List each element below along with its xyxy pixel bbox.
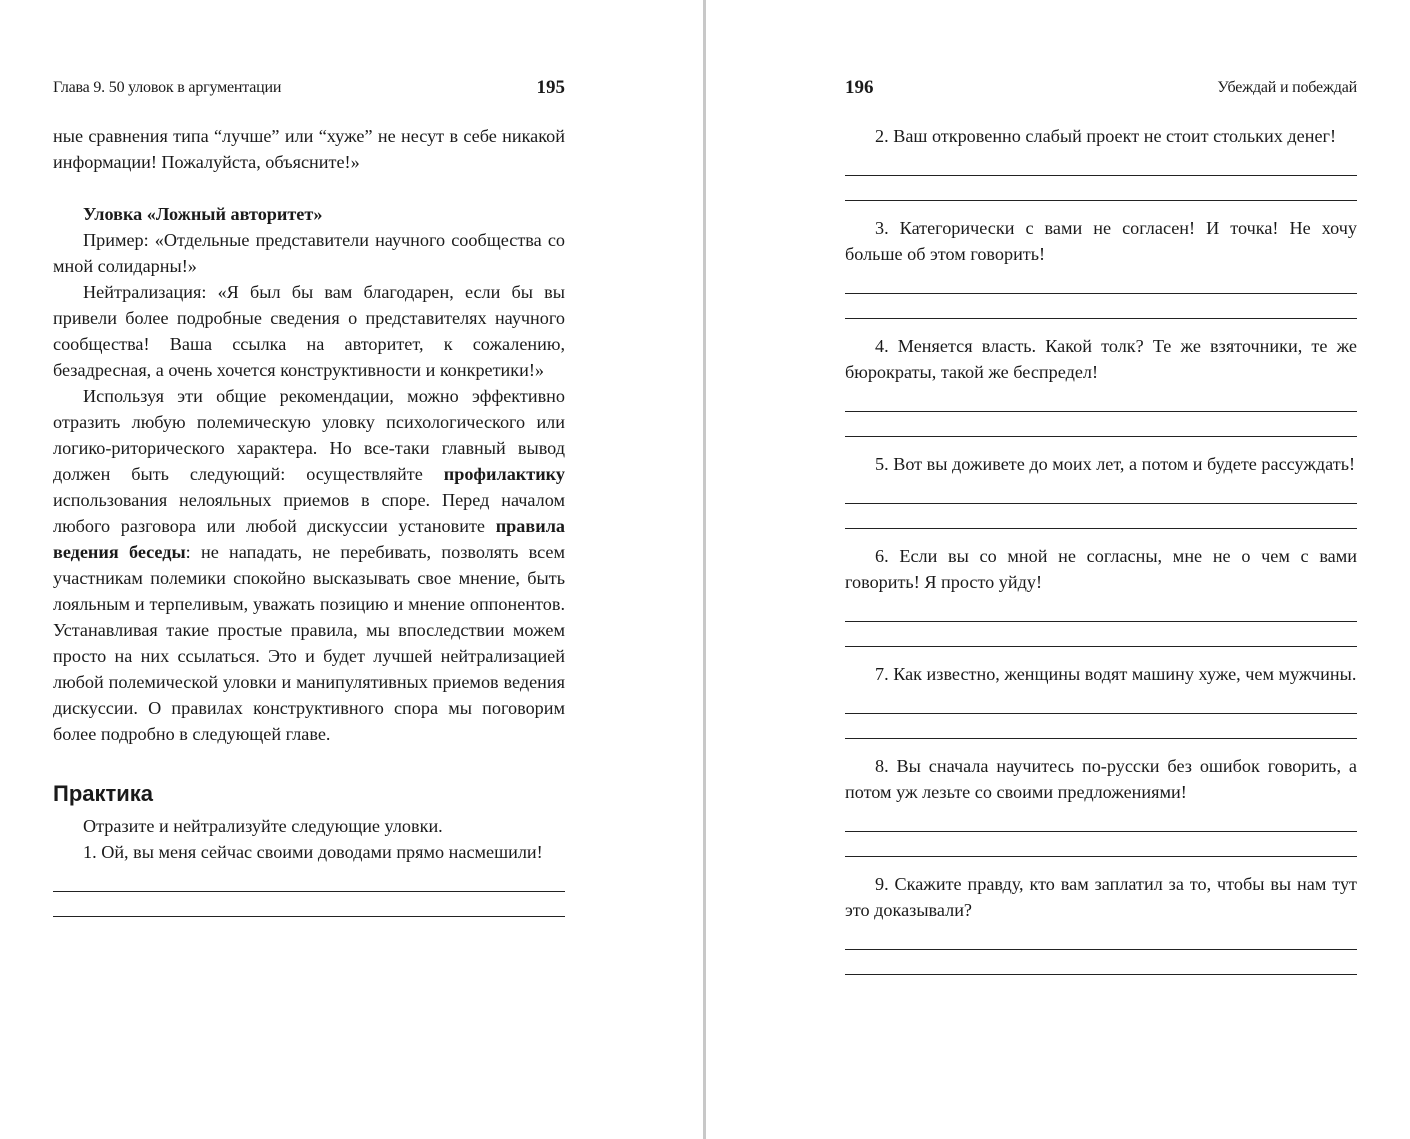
answer-line[interactable] — [845, 950, 1357, 975]
exercise-text: 8. Вы сначала научитесь по-русски без ошибок говорить, а потом уж лезьте со своими предложениями! — [845, 756, 1357, 802]
answer-line[interactable] — [845, 294, 1357, 319]
page-number: 196 — [845, 77, 874, 98]
answer-lines — [845, 387, 1357, 437]
answer-lines — [845, 479, 1357, 529]
exercise-text: 3. Категорически с вами не согласен! И точка! Не хочу больше об этом говорить! — [845, 218, 1357, 264]
exercise-text: 2. Ваш откровенно слабый проект не стоит стольких денег! — [875, 126, 1337, 146]
answer-line[interactable] — [53, 867, 565, 892]
exercise-item — [845, 753, 1357, 857]
answer-lines — [845, 807, 1357, 857]
exercise-item — [845, 661, 1357, 739]
page-number: 195 — [536, 77, 565, 98]
answer-line[interactable] — [845, 151, 1357, 176]
section-title: Практика — [53, 781, 154, 806]
answer-lines — [53, 867, 565, 917]
trick-heading: Уловка «Ложный авторитет» — [83, 204, 323, 224]
right-page — [706, 0, 1410, 1139]
answer-line[interactable] — [845, 176, 1357, 201]
conclusion-paragraph — [53, 383, 565, 747]
answer-line[interactable] — [845, 714, 1357, 739]
exercise-item — [53, 839, 565, 917]
text-span: использования нелояльных приемов в споре. Перед началом любого разговора или любой дискуссии установите — [53, 490, 565, 536]
answer-lines — [845, 597, 1357, 647]
exercise-item — [845, 543, 1357, 647]
example-paragraph: Пример: «Отдельные представители научного сообщества со мной солидарны!» — [53, 230, 565, 276]
exercise-text: 7. Как известно, женщины водят машину хуже, чем мужчины. — [875, 664, 1357, 684]
exercise-text: 1. Ой, вы меня сейчас своими доводами прямо насмешили! — [83, 842, 543, 862]
answer-line[interactable] — [845, 387, 1357, 412]
running-header — [53, 77, 565, 103]
exercise-item — [845, 123, 1357, 201]
left-page — [0, 0, 703, 1139]
answer-line[interactable] — [845, 925, 1357, 950]
bold-term: профилактику — [443, 464, 565, 484]
answer-line[interactable] — [845, 832, 1357, 857]
bold-term: правила ведения беседы — [53, 516, 565, 562]
exercise-item — [845, 871, 1357, 975]
answer-line[interactable] — [845, 807, 1357, 832]
text-span: : не нападать, не перебивать, позволять всем участникам полемики спокойно высказывать свое мнение, быть лояльным и терпеливым, уважать позицию и мнение оппонентов. Устанавливая такие простые правила, мы впоследствии можем просто на них ссылаться. Это и будет лучшей нейтрализацией любой полемической уловки и манипулятивных приемов ведения дискуссии. О правилах конструктивного спора мы поговорим более подробно в следующей главе. — [53, 542, 565, 744]
exercise-item — [845, 451, 1357, 529]
book-title: Убеждай и побеждай — [1217, 79, 1357, 96]
answer-line[interactable] — [845, 412, 1357, 437]
answer-line[interactable] — [845, 504, 1357, 529]
answer-lines — [845, 269, 1357, 319]
exercise-text: 9. Скажите правду, кто вам заплатил за то, чтобы вы нам тут это доказывали? — [845, 874, 1357, 920]
continuation-paragraph: ные сравнения типа “лучше” или “хуже” не несут в себе никакой информации! Пожалуйста, объясните!» — [53, 126, 565, 172]
answer-line[interactable] — [845, 622, 1357, 647]
answer-line[interactable] — [53, 892, 565, 917]
exercise-text: 5. Вот вы доживете до моих лет, а потом и будете рассуждать! — [875, 454, 1356, 474]
answer-line[interactable] — [845, 597, 1357, 622]
exercise-item — [845, 215, 1357, 319]
practice-instruction: Отразите и нейтрализуйте следующие уловки. — [83, 816, 443, 836]
answer-line[interactable] — [845, 689, 1357, 714]
page-body — [53, 123, 565, 917]
page-body — [845, 123, 1357, 975]
exercise-item — [845, 333, 1357, 437]
exercise-text: 6. Если вы со мной не согласны, мне не о чем с вами говорить! Я просто уйду! — [845, 546, 1357, 592]
neutralization-paragraph: Нейтрализация: «Я был бы вам благодарен, если бы вы привели более подробные сведения о представителях научного сообщества! Ваша ссылка на авторитет, к сожалению, безадресная, а очень хочется конструктивности и конкретики!» — [53, 282, 565, 380]
chapter-title: Глава 9. 50 уловок в аргументации — [53, 79, 282, 96]
answer-lines — [845, 689, 1357, 739]
answer-lines — [845, 925, 1357, 975]
exercise-text: 4. Меняется власть. Какой толк? Те же взяточники, те же бюрократы, такой же беспредел! — [845, 336, 1357, 382]
running-header — [845, 77, 1357, 103]
answer-lines — [845, 151, 1357, 201]
answer-line[interactable] — [845, 269, 1357, 294]
answer-line[interactable] — [845, 479, 1357, 504]
text-span: Используя эти общие рекомендации, можно эффективно отразить любую полемическую уловку психологического или логико-риторического характера. Но все-таки главный вывод должен быть следующий: осуществляйте — [53, 386, 565, 484]
